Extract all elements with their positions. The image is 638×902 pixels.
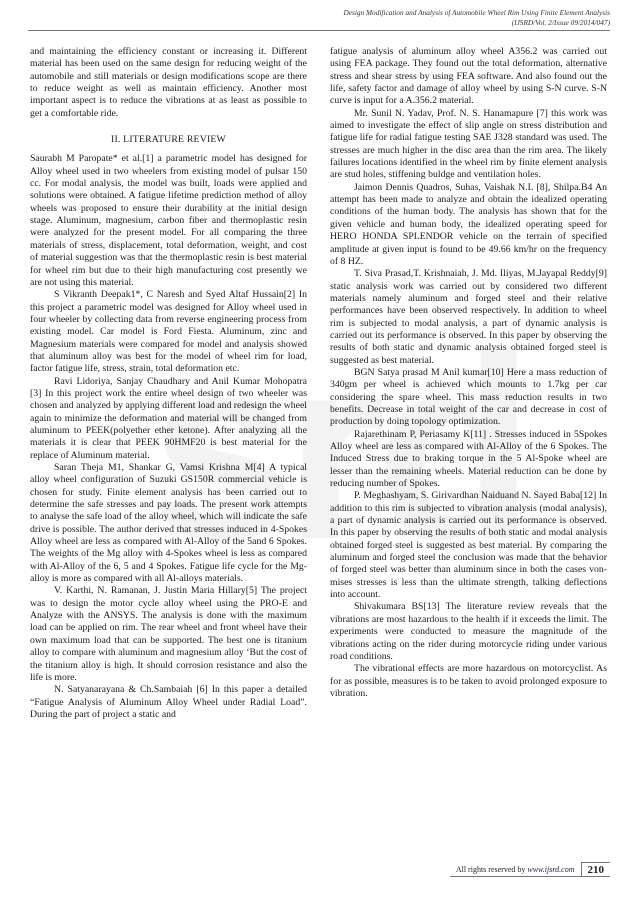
header-title: Design Modification and Analysis of Automobile Wheel Rim Using Finite Element Analysis [343, 8, 610, 17]
header-rule [28, 30, 610, 31]
footer-rights [456, 865, 575, 874]
review-paragraph-8: Mr. Sunil N. Yadav, Prof. N. S. Hanamapure [7] this work was aimed to investigate the effect of slip angle on stress distribution and fatigue life for radial fatigue testing SAE J328 standard was used. The stresses are much higher in the disc area than the rim area. The likely failures locations identified in the wheel rim by finite element analysis are stud holes, stiffening buldge and ventilation holes. [330, 107, 607, 181]
left-column [30, 46, 307, 721]
review-paragraph-1: Saurabh M Paropate* et al.[1] a parametric model has designed for Alloy wheel used in two wheelers from existing model of pulsar 150 cc. For modal analysis, the model was built, loads were applied and solutions were obtained. A fatigue lifetime prediction method of alloy wheels was proposed to ensure their durability at the initial design stage. Aluminum, magnesium, carbon fiber and thermoplastic resin were analyzed for the present model. For all comparing the three materials of stress, displacement, total deformation, weight, and cost of material suggestion was that the thermoplastic resin is best material for wheel rim but due to their high manufacturing cost presently we are not using this material. [30, 153, 307, 288]
review-paragraph-3: Ravi Lidoriya, Sanjay Chaudhary and Anil Kumar Mohopatra [3] In this project work the entire wheel design of two wheeler was chosen and analyzed by applying different load and redesign the wheel again to minimize the deformation and material will be changed from aluminum to PEEK(polyether ether ketone). After analyzing all the materials it is clear that PEEK 90HMF20 is best material for the replace of Aluminum material. [30, 375, 307, 461]
section-heading: II. LITERATURE REVIEW [111, 134, 226, 146]
review-paragraph-12: Rajarethinam P, Periasamy K[11] . Stresses induced in 5Spokes Alloy wheel are less as compared with Al-Alloy of the 6 Spokes. The Induced Stress due to braking torque in the 5 Al-Spoke wheel are lesser than the remaining wheels. Material reduction can be done by reducing number of Spokes. [330, 428, 607, 490]
review-paragraph-10: T. Siva Prasad,T. Krishnaiah, J. Md. Iliyas, M.Jayapal Reddy[9] static analysis work was carried out by considered two different materials namely aluminum and forged steel and their relative performances have been observed respectively. In addition to wheel rim is subjected to modal analysis, a part of dynamic analysis is carried out its performance is observed. In this paper by observing the results of both static and dynamic analysis obtained forged steel is suggested as best material. [330, 268, 607, 366]
review-paragraph-14: Shivakumara BS[13] The literature review reveals that the vibrations are most hazardous to the health if it exceeds the limit. The experiments were conducted to measure the magnitude of the vibrations acting on the rider during motorcycle riding under various road conditions. [330, 601, 607, 662]
header-journal: (IJSRD/Vol. 2/Issue 09/2014/047) [511, 18, 610, 27]
running-header [50, 8, 610, 28]
review-paragraph-5: V. Karthi, N. Ramanan, J. Justin Maria Hillary[5] The project was to design the motor cycle alloy wheel using the PRO-E and Analyze with the ANSYS. The analysis is done with the maximum load can be applied on rim. The rear wheel and front wheel have their own maximum load that can be supported. The best one is titanium alloy to compare with aluminum and magnesium alloy ‘But the cost of the titanium alloy is high. It should corrosion resistance and also the life is more. [30, 585, 307, 683]
review-paragraph-2: S Vikranth Deepak1*, C Naresh and Syed Altaf Hussain[2] In this project a parametric model was designed for Alloy wheel used in four wheeler by collecting data from reverse engineering process from existing model. Car model is Ford Fiesta. Aluminum, zinc and Magnesium materials were compared for model and analysis showed that aluminum alloy was best for the model of wheel rim for load, factor fatigue life, stress, strain, total deformation etc. [30, 289, 307, 375]
page-number: 210 [581, 862, 611, 876]
review-paragraph-4: Saran Theja M1, Shankar G, Vamsi Krishna M[4] A typical alloy wheel configuration of Suzuki GS150R commercial vehicle is chosen for study. Finite element analysis has been carried out to determine the safe stresses and pay loads. The present work attempts to analyse the safe load of the alloy wheel, which will indicate the safe drive is possible. The author derived that stresses induced in 4-Spokes Alloy wheel are less as compared with Al-Alloy of the 5and 6 Spokes. The weights of the Mg alloy with 4-Spokes wheel is less as compared with Al-Alloy of the 6, 5 and 4 Spokes. Fatigue life cycle for the Mg-alloy is more as compared with all Al-alloys materials. [30, 462, 307, 585]
page-footer [456, 862, 610, 876]
review-paragraph-6: N. Satyanarayana & Ch.Sambaiah [6] In this paper a detailed “Fatigue Analysis of Aluminum Alloy Wheel under Radial Load”. During the part of project a static and [30, 684, 307, 720]
footer-site-link[interactable]: www.ijsrd.com [527, 865, 575, 874]
review-paragraph-13: P. Meghashyam, S. Girivardhan Naiduand N. Sayed Baba[12] In addition to this rim is subjected to vibration analysis (modal analysis), a part of dynamic analysis is carried out its performance is observed. In this paper by observing the results of both static and modal analysis obtained forged steel is suggested as best material. By comparing the aluminum and forged steel the conclusion was made that the behavior of forged steel was better than aluminum since in both the cases von-mises stresses is less than the ultimate strength, talking deflections into account. [330, 490, 607, 601]
footer-rights-text: All rights reserved by [455, 865, 526, 874]
right-column [330, 46, 607, 700]
review-paragraph-11: BGN Satya prasad M Anil kumar[10] Here a mass reduction of 340gm per wheel is achieved which mounts to 1.7kg per car considering the spare wheel. This mass reduction results in two benefits. Decrease in total weight of the car and decrease in cost of production by doing topology optimization. [330, 366, 607, 428]
review-paragraph-9: Jaimon Dennis Quadros, Suhas, Vaishak N.L [8], Shilpa.B4 An attempt has been made to analyze and obtain the idealized operating conditions of the human body. The analysis has shown that for the given vehicle and human body, the idealized operating speed for HERO HONDA SPLENDOR vehicle on the terrain of specified amplitude at given input is found to be 49.66 km/hr on the frequency of 8 HZ. [330, 181, 607, 267]
intro-paragraph: and maintaining the efficiency constant or increasing it. Different material has been used on the same design for reducing weight of the automobile and still materials or design modifications scope are there to reduce weight as well as maintain efficiency. Another most important aspect is to reduce the vibrations at as least as possible to get a comfortable ride. [30, 46, 307, 119]
review-paragraph-7: fatigue analysis of aluminum alloy wheel A356.2 was carried out using FEA package. They found out the total deformation, alternative stress and shear stress by using FEA software. And also found out the life, safety factor and damage of alloy wheel by using S-N curve. S-N curve is input for a A.356.2 material. [330, 46, 607, 107]
review-paragraph-15: The vibrational effects are more hazardous on motorcyclist. As for as possible, measures is to be taken to avoid prolonged exposure to vibration. [330, 663, 607, 699]
footer-rule [450, 876, 610, 877]
